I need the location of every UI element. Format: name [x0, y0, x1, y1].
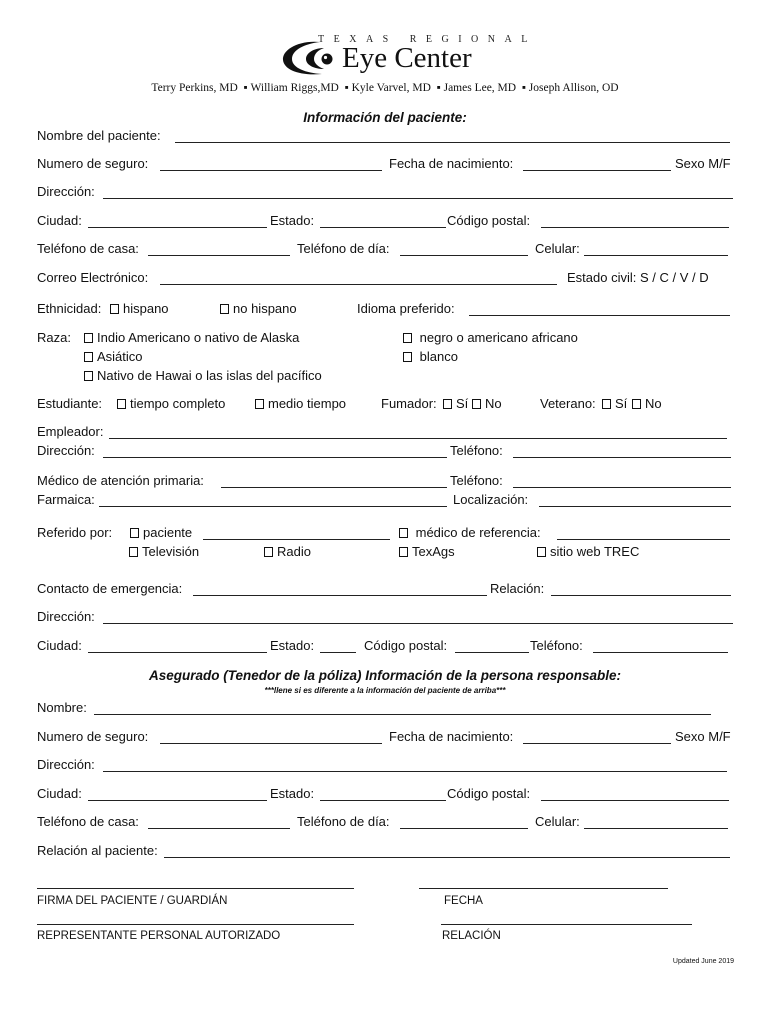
insured-zip-label: Código postal: [447, 786, 531, 801]
patient-signature-label: FIRMA DEL PACIENTE / GUARDIÁN [37, 895, 228, 907]
emergency-relation-label: Relación: [490, 581, 545, 596]
state-field[interactable] [320, 227, 446, 228]
checkbox-icon[interactable] [84, 333, 93, 343]
city-field[interactable] [88, 227, 267, 228]
doctor-name: Joseph Allison, OD [528, 82, 619, 94]
ref-doctor-option[interactable] [399, 524, 541, 542]
pcp-field[interactable] [221, 487, 447, 488]
cell-label: Celular: [535, 241, 580, 256]
pcp-phone-label: Teléfono: [450, 473, 503, 488]
insured-section-title: Asegurado (Tenedor de la póliza) Información de la persona responsable: [148, 668, 622, 683]
insured-state-label: Estado: [270, 786, 315, 801]
insured-ssn-label: Numero de seguro: [37, 729, 149, 744]
employer-address-field[interactable] [103, 457, 447, 458]
ref-web-label: sitio web TREC [550, 544, 640, 559]
smoker-yes-option[interactable] [443, 395, 468, 413]
checkbox-icon[interactable] [84, 371, 93, 381]
emergency-phone-field[interactable] [593, 652, 728, 653]
emergency-state-label: Estado: [270, 638, 315, 653]
insured-relation-label: Relación al paciente: [37, 843, 158, 858]
insured-ssn-field[interactable] [160, 743, 382, 744]
full-time-label: tiempo completo [130, 396, 226, 411]
language-field[interactable] [469, 315, 730, 316]
insured-sex-label: Sexo M/F [675, 729, 731, 744]
marital-label: Estado civil: S / C / V / D [567, 270, 709, 285]
address-field[interactable] [103, 198, 733, 199]
part-time-option[interactable] [255, 395, 346, 413]
sex-label: Sexo M/F [675, 156, 731, 171]
insured-day-phone-label: Teléfono de día: [297, 814, 390, 829]
patient-name-field[interactable] [175, 142, 730, 143]
hispanic-label: hispano [123, 301, 169, 316]
representative-field[interactable] [37, 924, 354, 925]
checkbox-icon[interactable] [537, 547, 546, 557]
insured-home-phone-field[interactable] [148, 828, 290, 829]
brand-top: TEXAS REGIONAL [318, 34, 537, 45]
email-field[interactable] [160, 284, 557, 285]
ssn-field[interactable] [160, 170, 382, 171]
employer-phone-label: Teléfono: [450, 443, 503, 458]
pcp-label: Médico de atención primaria: [37, 473, 204, 488]
relation-sig-label: RELACIÓN [442, 930, 501, 942]
emergency-address-field[interactable] [103, 623, 733, 624]
insured-cell-field[interactable] [584, 828, 728, 829]
patient-signature-field[interactable] [37, 888, 354, 889]
full-time-option[interactable] [117, 395, 225, 413]
insured-home-phone-label: Teléfono de casa: [37, 814, 139, 829]
pharmacy-field[interactable] [99, 506, 447, 507]
race-black-label: negro o americano africano [419, 330, 578, 345]
checkbox-icon[interactable] [399, 547, 408, 557]
zip-label: Código postal: [447, 213, 531, 228]
race-asian-option[interactable] [84, 348, 143, 366]
checkbox-icon[interactable] [403, 333, 412, 343]
smoker-label: Fumador: [381, 396, 437, 411]
patient-name-label: Nombre del paciente: [37, 128, 161, 143]
day-phone-label: Teléfono de día: [297, 241, 390, 256]
insured-dob-field[interactable] [523, 743, 671, 744]
emergency-state-field[interactable] [320, 652, 356, 653]
ref-doctor-label: médico de referencia: [415, 525, 541, 540]
insured-relation-field[interactable] [164, 857, 730, 858]
emergency-relation-field[interactable] [551, 595, 731, 596]
race-white-option[interactable] [403, 348, 458, 366]
insured-state-field[interactable] [320, 800, 446, 801]
insured-section-note: ***llene si es diferente a la información del paciente de arriba*** [264, 686, 506, 695]
dob-label: Fecha de nacimiento: [389, 156, 514, 171]
race-black-option[interactable] [403, 329, 578, 347]
ref-texags-label: TexAgs [412, 544, 455, 559]
checkbox-icon[interactable] [472, 399, 481, 409]
yes-label: Sí [456, 396, 469, 411]
smoker-no-option[interactable] [472, 395, 502, 413]
no-label: No [645, 396, 662, 411]
patient-section-title: Información del paciente: [303, 110, 467, 125]
ref-tv-option[interactable] [129, 543, 199, 561]
checkbox-icon[interactable] [110, 304, 119, 314]
employer-label: Empleador: [37, 424, 104, 439]
insured-city-label: Ciudad: [37, 786, 82, 801]
checkbox-icon[interactable] [632, 399, 641, 409]
pharmacy-label: Farmaica: [37, 492, 95, 507]
emergency-city-label: Ciudad: [37, 638, 82, 653]
doctor-name: Kyle Varvel, MD [351, 82, 431, 94]
ref-radio-label: Radio [277, 544, 311, 559]
insured-name-field[interactable] [94, 714, 711, 715]
home-phone-label: Teléfono de casa: [37, 241, 139, 256]
insured-zip-field[interactable] [541, 800, 729, 801]
language-label: Idioma preferido: [357, 301, 455, 316]
hispanic-option[interactable] [110, 300, 169, 318]
emergency-zip-field[interactable] [455, 652, 529, 653]
checkbox-icon[interactable] [130, 528, 139, 538]
date-field[interactable] [419, 888, 668, 889]
race-native-american-option[interactable] [84, 329, 299, 347]
ref-patient-option[interactable] [130, 524, 192, 542]
location-label: Localización: [453, 492, 529, 507]
checkbox-icon[interactable] [399, 528, 408, 538]
ref-radio-option[interactable] [264, 543, 311, 561]
location-field[interactable] [539, 506, 731, 507]
insured-day-phone-field[interactable] [400, 828, 528, 829]
emergency-city-field[interactable] [88, 652, 267, 653]
checkbox-icon[interactable] [443, 399, 452, 409]
emergency-zip-label: Código postal: [364, 638, 448, 653]
ref-texags-option[interactable] [399, 543, 455, 561]
clinic-logo [280, 34, 537, 80]
checkbox-icon[interactable] [129, 547, 138, 557]
no-label: No [485, 396, 502, 411]
ethnicity-label: Ethnicidad: [37, 301, 102, 316]
insured-dob-label: Fecha de nacimiento: [389, 729, 514, 744]
employer-field[interactable] [109, 438, 727, 439]
home-phone-field[interactable] [148, 255, 290, 256]
checkbox-icon[interactable] [403, 352, 412, 362]
doctor-list: Terry Perkins, MD ▪ William Riggs,MD ▪ Kyle Varvel, MD ▪ James Lee, MD ▪ Joseph Allison, OD [151, 82, 619, 94]
ref-tv-label: Televisión [142, 544, 200, 559]
insured-address-field[interactable] [103, 771, 727, 772]
checkbox-icon[interactable] [117, 399, 126, 409]
cell-field[interactable] [584, 255, 728, 256]
race-hawaiian-label: Nativo de Hawai o las islas del pacífico [97, 368, 322, 383]
pcp-phone-field[interactable] [513, 487, 731, 488]
doctor-name: James Lee, MD [443, 82, 517, 94]
yes-label: Sí [615, 396, 628, 411]
date-label: FECHA [444, 895, 483, 907]
email-label: Correo Electrónico: [37, 270, 149, 285]
ref-patient-label: paciente [143, 525, 193, 540]
employer-phone-field[interactable] [513, 457, 731, 458]
checkbox-icon[interactable] [220, 304, 229, 314]
student-label: Estudiante: [37, 396, 103, 411]
referred-by-label: Referido por: [37, 525, 113, 540]
ref-patient-field[interactable] [203, 539, 390, 540]
race-white-label: blanco [419, 349, 458, 364]
part-time-label: medio tiempo [268, 396, 347, 411]
zip-field[interactable] [541, 227, 729, 228]
emergency-field[interactable] [193, 595, 487, 596]
brand-main: Eye Center [342, 42, 472, 74]
updated-note: Updated June 2019 [672, 958, 734, 965]
insured-cell-label: Celular: [535, 814, 580, 829]
ref-doctor-field[interactable] [557, 539, 730, 540]
emergency-label: Contacto de emergencia: [37, 581, 183, 596]
race-hawaiian-option[interactable] [84, 367, 322, 385]
non-hispanic-label: no hispano [233, 301, 297, 316]
doctor-name: William Riggs,MD [250, 82, 339, 94]
employer-address-label: Dirección: [37, 443, 95, 458]
ref-web-option[interactable] [537, 543, 639, 561]
state-label: Estado: [270, 213, 315, 228]
day-phone-field[interactable] [400, 255, 528, 256]
checkbox-icon[interactable] [602, 399, 611, 409]
insured-address-label: Dirección: [37, 757, 95, 772]
veteran-no-option[interactable] [632, 395, 662, 413]
race-label: Raza: [37, 330, 71, 345]
doctor-name: Terry Perkins, MD [151, 82, 238, 94]
insured-name-label: Nombre: [37, 700, 87, 715]
dob-field[interactable] [523, 170, 671, 171]
checkbox-icon[interactable] [255, 399, 264, 409]
checkbox-icon[interactable] [84, 352, 93, 362]
ssn-label: Numero de seguro: [37, 156, 149, 171]
address-label: Dirección: [37, 184, 95, 199]
city-label: Ciudad: [37, 213, 82, 228]
emergency-address-label: Dirección: [37, 609, 95, 624]
non-hispanic-option[interactable] [220, 300, 297, 318]
emergency-phone-label: Teléfono: [530, 638, 583, 653]
race-asian-label: Asiático [97, 349, 143, 364]
checkbox-icon[interactable] [264, 547, 273, 557]
representative-label: REPRESENTANTE PERSONAL AUTORIZADO [37, 930, 281, 942]
veteran-label: Veterano: [540, 396, 596, 411]
relation-sig-field[interactable] [441, 924, 692, 925]
insured-city-field[interactable] [88, 800, 267, 801]
veteran-yes-option[interactable] [602, 395, 627, 413]
race-native-american-label: Indio Americano o nativo de Alaska [97, 330, 300, 345]
